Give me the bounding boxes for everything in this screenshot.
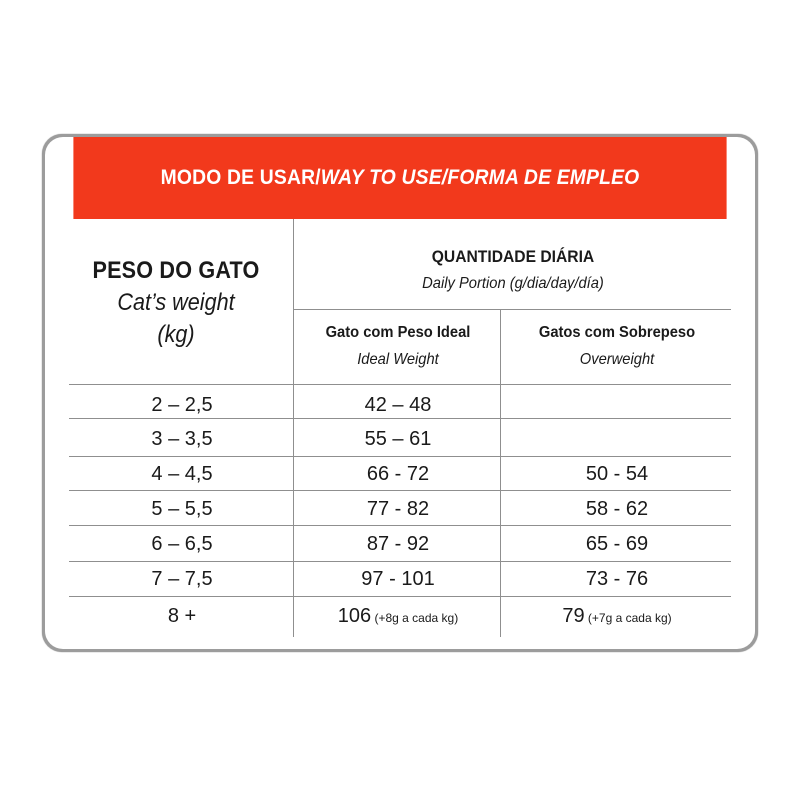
ideal-cell [295, 599, 501, 633]
overweight-cell [503, 388, 731, 422]
row-divider [69, 596, 731, 597]
weight-header-en: Cat’s weight [117, 289, 235, 316]
overweight-header [503, 324, 731, 369]
weight-cell: 4 – 4,5 [151, 463, 213, 485]
ideal-value: 77 - 82 [366, 498, 430, 520]
title-en: WAY TO USE/ [320, 166, 448, 189]
overweight-value: 79 [562, 605, 585, 627]
ideal-value: 87 - 92 [366, 533, 430, 555]
overweight-value: 50 - 54 [585, 463, 649, 485]
overweight-header-pt: Gatos com Sobrepeso [538, 324, 696, 341]
quantity-header-pt: QUANTIDADE DIÁRIA [431, 247, 595, 266]
table-row [69, 599, 731, 633]
ideal-header-en: Ideal Weight [357, 351, 439, 368]
ideal-cell [295, 422, 501, 456]
ideal-value: 106 [337, 605, 372, 627]
divider-header-bottom [69, 384, 731, 385]
ideal-header-pt: Gato com Peso Ideal [325, 324, 471, 341]
ideal-cell [295, 562, 501, 596]
table-row [69, 388, 731, 422]
quantity-column-header [295, 247, 731, 293]
weight-cell: 7 – 7,5 [151, 568, 213, 590]
overweight-value: 65 - 69 [585, 533, 649, 555]
ideal-cell [295, 527, 501, 561]
table-row [69, 527, 731, 561]
ideal-value: 66 - 72 [366, 463, 430, 485]
table-row [69, 562, 731, 596]
ideal-weight-header [295, 324, 501, 369]
quantity-header-en: Daily Portion (g/dia/day/día) [422, 275, 604, 292]
weight-cell: 2 – 2,5 [151, 394, 213, 416]
overweight-cell [503, 492, 731, 526]
title-es: FORMA DE EMPLEO [447, 166, 640, 189]
weight-cell: 6 – 6,5 [151, 533, 213, 555]
feeding-table-card [42, 134, 758, 652]
ideal-cell [295, 457, 501, 491]
divider-sub-header [293, 309, 731, 310]
ideal-value: 55 – 61 [364, 428, 432, 450]
feeding-table [45, 137, 755, 649]
ideal-cell [295, 492, 501, 526]
overweight-header-en: Overweight [579, 351, 655, 368]
ideal-cell [295, 388, 501, 422]
overweight-cell [503, 599, 731, 633]
ideal-value: 97 - 101 [361, 568, 435, 590]
ideal-value: 42 – 48 [364, 394, 432, 416]
overweight-value: 73 - 76 [585, 568, 649, 590]
table-row [69, 492, 731, 526]
overweight-value: 58 - 62 [585, 498, 649, 520]
title-pt: MODO DE USAR/ [160, 166, 321, 189]
overweight-note: (+7g a cada kg) [584, 611, 672, 625]
weight-cell: 3 – 3,5 [151, 428, 213, 450]
weight-header-pt: PESO DO GATO [92, 257, 260, 284]
table-row [69, 422, 731, 456]
weight-header-unit: (kg) [157, 321, 195, 348]
ideal-note: (+8g a cada kg) [371, 611, 459, 625]
overweight-cell [503, 527, 731, 561]
weight-cell: 5 – 5,5 [151, 498, 213, 520]
table-row [69, 457, 731, 491]
table-header-banner [73, 137, 726, 219]
overweight-cell [503, 562, 731, 596]
overweight-cell [503, 422, 731, 456]
weight-cell: 8 + [167, 605, 197, 627]
overweight-cell [503, 457, 731, 491]
weight-column-header [69, 257, 283, 349]
